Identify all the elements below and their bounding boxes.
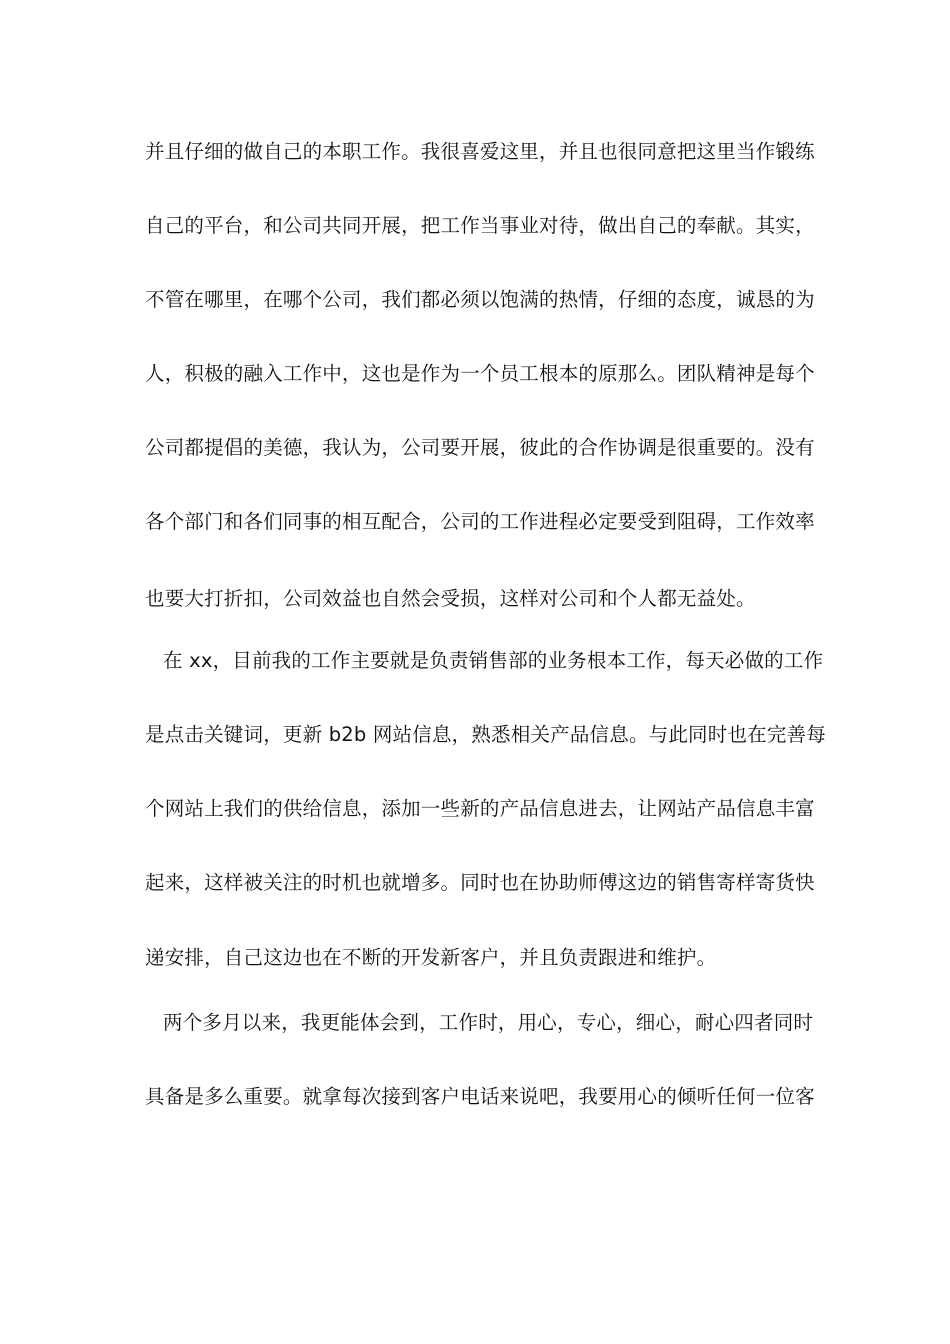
text-line: 自己的平台，和公司共同开展，把工作当事业对待，做出自己的奉献。其实，	[145, 214, 815, 237]
text-line: 公司都提倡的美德，我认为，公司要开展，彼此的合作协调是很重要的。没有	[145, 436, 815, 459]
text-line: 递安排，自己这边也在不断的开发新客户，并且负责跟进和维护。	[145, 946, 717, 969]
text-line: 是点击关键词，更新 b2b 网站信息，熟悉相关产品信息。与此同时也在完善每	[145, 723, 826, 746]
text-line: 起来，这样被关注的时机也就增多。同时也在协助师傅这边的销售寄样寄货快	[145, 871, 815, 894]
text-line: 并且仔细的做自己的本职工作。我很喜爱这里，并且也很同意把这里当作锻练	[145, 140, 815, 163]
text-line: 也要大打折扣，公司效益也自然会受损，这样对公司和个人都无益处。	[145, 587, 756, 610]
text-line: 人，积极的融入工作中，这也是作为一个员工根本的原那么。团队精神是每个	[145, 362, 815, 385]
text-line: 个网站上我们的供给信息，添加一些新的产品信息进去，让网站产品信息丰富	[145, 797, 815, 820]
text-line: 不管在哪里，在哪个公司，我们都必须以饱满的热情，仔细的态度，诚恳的为	[145, 288, 815, 311]
paragraph-start-line: 在 xx，目前我的工作主要就是负责销售部的业务根本工作，每天必做的工作	[163, 649, 824, 672]
text-line: 具备是多么重要。就拿每次接到客户电话来说吧，我要用心的倾听任何一位客	[145, 1085, 815, 1108]
text-line: 各个部门和各们同事的相互配合，公司的工作进程必定要受到阻碍，工作效率	[145, 510, 815, 533]
paragraph-start-line: 两个多月以来，我更能体会到，工作时，用心，专心，细心，耐心四者同时	[163, 1011, 814, 1034]
